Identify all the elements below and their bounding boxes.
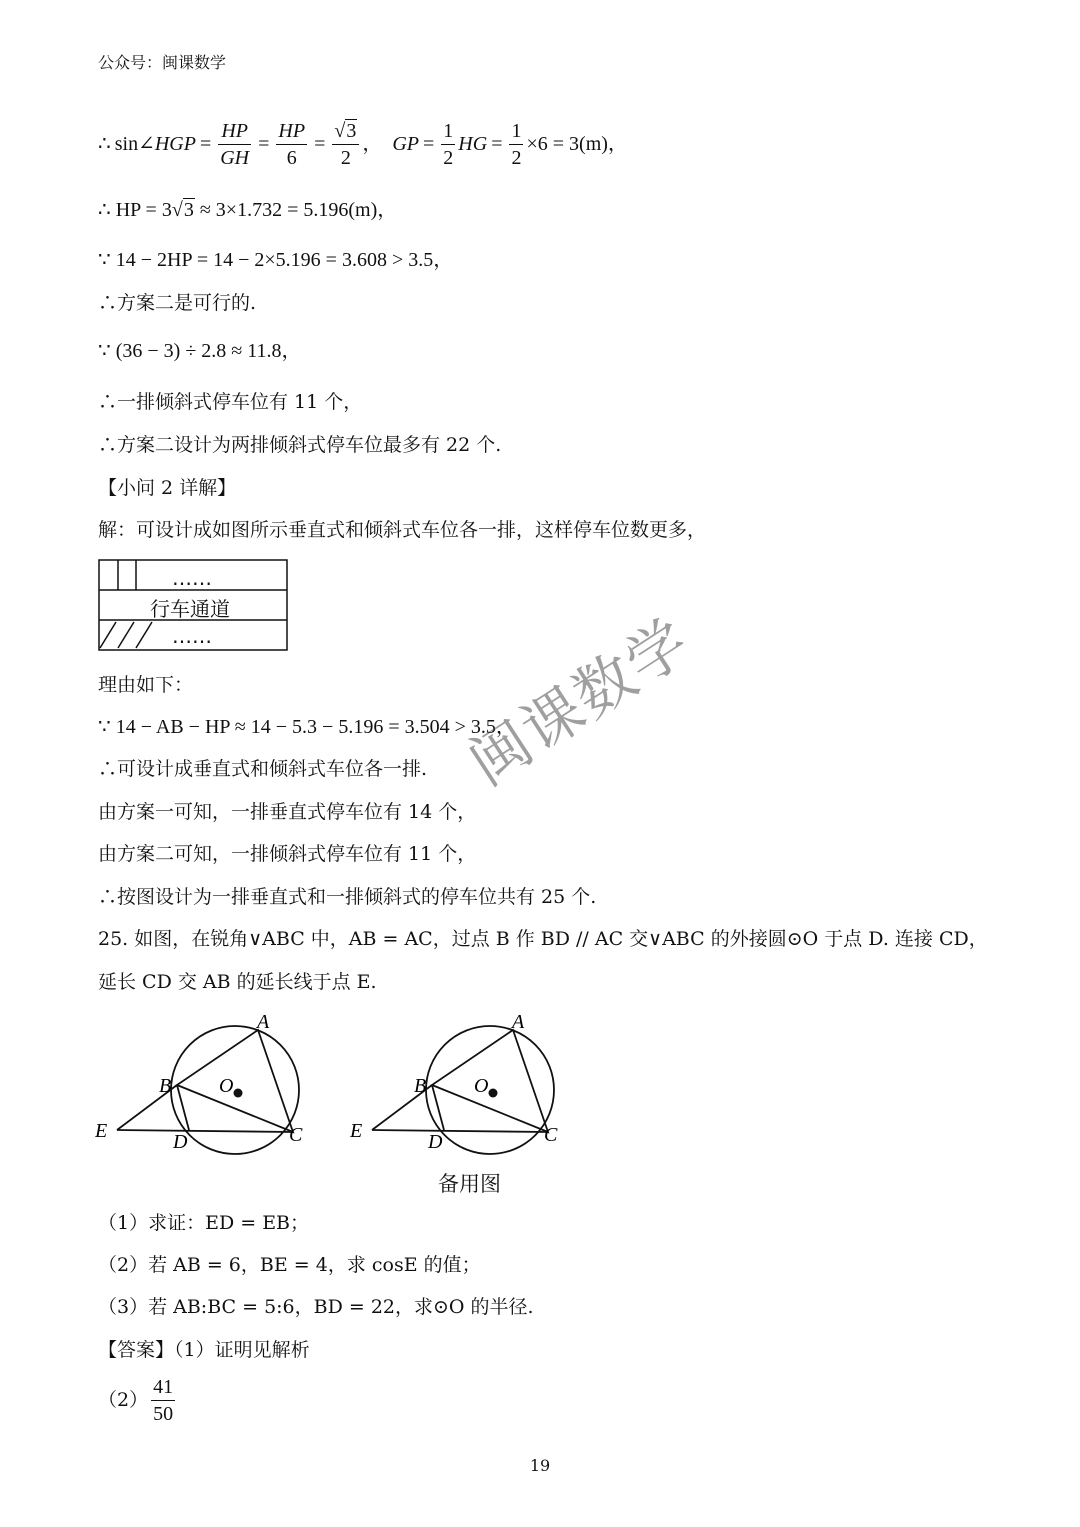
reason-line-5: ∴按图设计为一排垂直式和一排倾斜式的停车位共有 25 个. bbox=[98, 886, 597, 908]
equals: = bbox=[491, 133, 503, 155]
reason-line-2: ∴可设计成垂直式和倾斜式车位各一排. bbox=[98, 758, 428, 780]
fraction-half-a: $\frac{1}{2}$ bbox=[443, 119, 454, 169]
answer-1: 【答案】（1）证明见解析 bbox=[98, 1339, 310, 1361]
formula-tail: ×6 = 3(m)， bbox=[526, 133, 628, 155]
segment-gp: GP bbox=[392, 133, 420, 155]
question-3: （3）若 AB:BC = 5:6，BD = 22，求⊙O 的半径. bbox=[98, 1296, 534, 1318]
circle-figure-main bbox=[95, 1010, 315, 1160]
fraction-hp-gh: $\frac{HP}{GH}$ bbox=[220, 119, 250, 169]
question-1: （1）求证：ED = EB； bbox=[98, 1212, 310, 1234]
segment-ec bbox=[372, 1130, 548, 1132]
equals: = bbox=[258, 133, 270, 155]
problem25-statement-1: 25. 如图，在锐角∨ABC 中，AB = AC，过点 B 作 BD // AC 交∨ABC 的外接圆⊙O 于点 D. 连接 CD， bbox=[98, 928, 988, 950]
label-o: O bbox=[474, 1075, 489, 1097]
segment-hg: HG bbox=[458, 133, 488, 155]
page-number: 19 bbox=[529, 1456, 551, 1475]
label-b: B bbox=[159, 1075, 172, 1097]
label-d: D bbox=[173, 1131, 188, 1153]
reason-line-4: 由方案二可知，一排倾斜式停车位有 11 个， bbox=[98, 843, 477, 865]
fraction-hp-6: $\frac{HP}{6}$ bbox=[278, 119, 306, 169]
conclusion-plan2-feasible: ∴方案二是可行的. bbox=[98, 292, 257, 314]
label-a: A bbox=[512, 1011, 525, 1033]
label-c: C bbox=[544, 1124, 558, 1146]
segment-bd bbox=[177, 1085, 189, 1130]
reason-line-1: ∵ 14 − AB − HP ≈ 14 − 5.3 − 5.196 = 3.504 > 3.5， bbox=[98, 716, 516, 738]
page-header: 公众号：闽课数学 bbox=[98, 53, 227, 72]
segment-ec bbox=[117, 1130, 293, 1132]
angle-name: HGP bbox=[154, 133, 196, 155]
one-row-count: ∴一排倾斜式停车位有 11 个， bbox=[98, 391, 363, 413]
fraction-half-b: $\frac{1}{2}$ bbox=[511, 119, 522, 169]
slanted-slot-line bbox=[100, 622, 116, 648]
answer-2-fraction: $\frac{41}{50}$ bbox=[153, 1375, 174, 1425]
problem25-statement-2: 延长 CD 交 AB 的延长线于点 E. bbox=[98, 971, 377, 993]
sin-prefix: sin∠ bbox=[114, 133, 155, 155]
therefore-symbol: ∴ bbox=[98, 133, 111, 155]
slanted-slot-line bbox=[118, 622, 134, 648]
slanted-slot-line bbox=[136, 622, 152, 648]
formula-hp-line: ∴ HP = 3√3 ≈ 3×1.732 = 5.196(m)， bbox=[98, 199, 398, 221]
fraction-sqrt3-2: $\frac{√3}{2}$ bbox=[332, 118, 359, 171]
diagram-bottom-dots: …… bbox=[172, 624, 212, 648]
label-e: E bbox=[350, 1120, 363, 1142]
label-a: A bbox=[257, 1011, 270, 1033]
formula-count-line: ∵ (36 − 3) ÷ 2.8 ≈ 11.8， bbox=[98, 340, 302, 362]
circle-figure-spare bbox=[350, 1010, 570, 1160]
spare-figure-caption: 备用图 bbox=[438, 1172, 501, 1196]
label-d: D bbox=[428, 1131, 443, 1153]
segment-bd bbox=[432, 1085, 444, 1130]
formula-check-line: ∵ 14 − 2HP = 14 − 2×5.196 = 3.608 > 3.5， bbox=[98, 249, 454, 271]
two-row-count: ∴方案二设计为两排倾斜式停车位最多有 22 个. bbox=[98, 434, 502, 456]
part2-heading: 【小问 2 详解】 bbox=[98, 477, 237, 499]
label-e: E bbox=[95, 1120, 108, 1142]
label-o: O bbox=[219, 1075, 234, 1097]
formula-sin-line bbox=[98, 118, 628, 170]
equals: = bbox=[199, 133, 212, 155]
center-o-dot bbox=[234, 1089, 243, 1098]
watermark: 闽课数学 bbox=[457, 605, 704, 800]
diagram-top-dots: …… bbox=[172, 566, 212, 590]
diagram-driveway-label: 行车通道 bbox=[150, 597, 230, 621]
equals: = bbox=[423, 133, 435, 155]
part2-intro: 解：可设计成如图所示垂直式和倾斜式车位各一排，这样停车位数更多， bbox=[98, 519, 707, 541]
answer-2-prefix: （2） bbox=[98, 1389, 149, 1411]
reason-line-3: 由方案一可知，一排垂直式停车位有 14 个， bbox=[98, 801, 477, 823]
answer-2 bbox=[98, 1372, 178, 1428]
triangle-abc bbox=[432, 1030, 548, 1132]
equals: = bbox=[314, 133, 326, 155]
triangle-abc bbox=[177, 1030, 293, 1132]
comma: ， bbox=[362, 133, 383, 155]
reason-title: 理由如下： bbox=[98, 674, 194, 696]
center-o-dot bbox=[489, 1089, 498, 1098]
label-c: C bbox=[289, 1124, 303, 1146]
question-2: （2）若 AB = 6，BE = 4，求 cosE 的值； bbox=[98, 1254, 481, 1276]
label-b: B bbox=[414, 1075, 427, 1097]
